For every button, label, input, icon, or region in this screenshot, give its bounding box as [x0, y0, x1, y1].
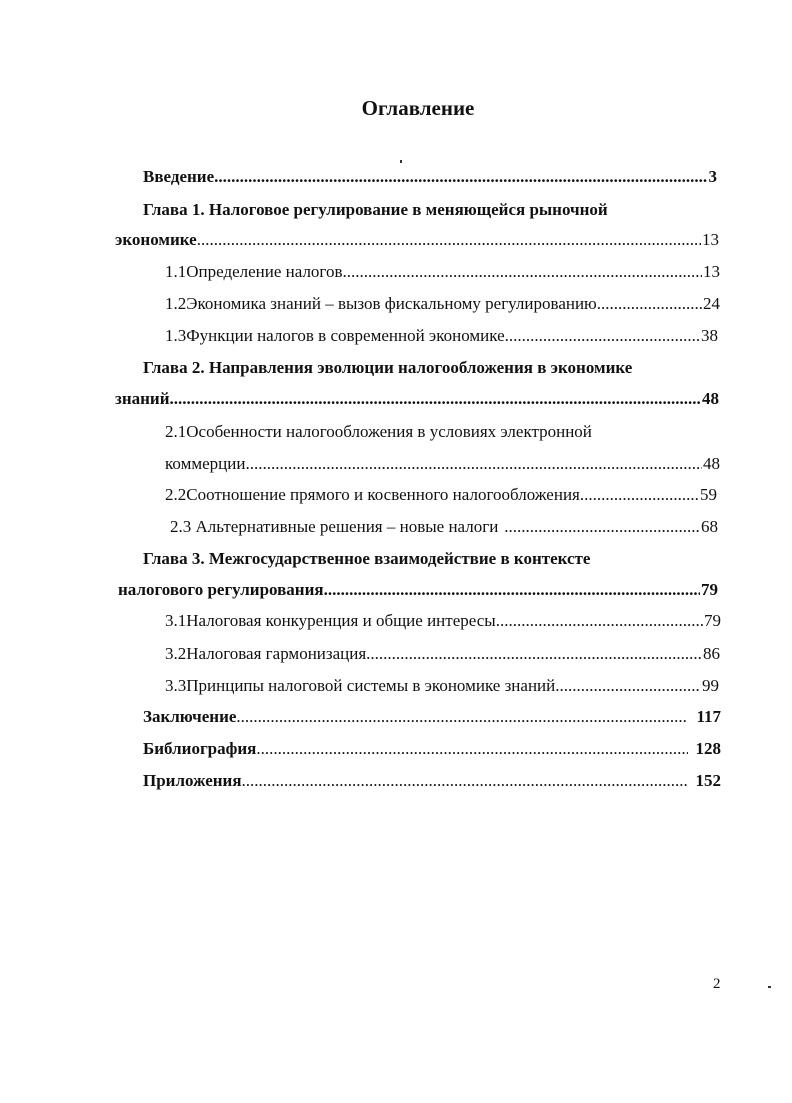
toc-leader — [214, 166, 707, 188]
page-number: 2 — [713, 976, 721, 992]
toc-section-3-2 — [165, 643, 720, 665]
toc-page-number: 13 — [703, 262, 720, 281]
toc-entry-text: 3.2Налоговая гармонизация — [165, 644, 367, 663]
toc-chapter-3-continuation — [118, 579, 718, 601]
toc-page-number: 13 — [702, 230, 719, 249]
toc-page-number: 3 — [708, 167, 717, 186]
toc-entry-text: знаний — [115, 389, 170, 408]
toc-leader — [496, 610, 703, 632]
toc-chapter-2-continuation — [115, 388, 719, 410]
toc-entry-text: Приложения — [143, 771, 242, 790]
toc-page-number: 48 — [702, 389, 719, 408]
toc-leader — [366, 643, 702, 665]
toc-chapter-1-continuation — [115, 229, 719, 251]
toc-entry-text: 2.3 Альтернативные решения – новые налоги — [170, 517, 499, 536]
toc-leader — [197, 229, 701, 251]
toc-entry-text: 1.1Определение налогов — [165, 262, 343, 281]
toc-entry-text: 3.3Принципы налоговой системы в экономике знаний — [165, 676, 556, 695]
toc-entry-text: 2.2Соотношение прямого и косвенного налогообложения — [165, 485, 580, 504]
scan-speck — [400, 160, 402, 163]
toc-leader — [236, 706, 688, 728]
toc-entry-introduction — [143, 166, 717, 188]
toc-chapter-2-heading: Глава 2. Направления эволюции налогообложения в экономике — [143, 358, 633, 377]
toc-page-number: 79 — [704, 611, 721, 630]
toc-leader — [256, 738, 687, 760]
toc-entry-text: Введение — [143, 167, 215, 186]
toc-section-3-1 — [165, 610, 721, 632]
toc-entry-bibliography — [143, 738, 721, 760]
toc-leader — [597, 293, 702, 315]
page-title: Оглавление — [361, 96, 475, 120]
toc-leader — [245, 453, 702, 475]
toc-leader — [580, 484, 699, 506]
toc-section-2-1-heading: 2.1Особенности налогообложения в условиях электронной — [165, 422, 592, 441]
toc-page-number: 68 — [701, 517, 718, 536]
toc-leader — [555, 675, 701, 697]
toc-leader — [242, 770, 688, 792]
toc-leader — [505, 325, 700, 347]
toc-section-2-1-continuation — [165, 453, 720, 475]
toc-section-1-3 — [165, 325, 718, 347]
toc-page-number: 86 — [703, 644, 720, 663]
toc-page-number: 152 — [695, 771, 721, 790]
toc-entry-text: Заключение — [143, 707, 237, 726]
toc-chapter-3-heading: Глава 3. Межгосударственное взаимодействие в контексте — [143, 549, 591, 568]
toc-entry-text: экономике — [115, 230, 197, 249]
toc-section-2-3 — [170, 516, 718, 538]
toc-entry-conclusion — [143, 706, 721, 728]
toc-entry-text: 3.1Налоговая конкуренция и общие интересы — [165, 611, 496, 630]
toc-entry-text: коммерции — [165, 454, 246, 473]
toc-leader — [324, 579, 700, 601]
toc-page-number: 38 — [701, 326, 718, 345]
toc-leader — [498, 516, 700, 538]
toc-page-number: 24 — [703, 294, 720, 313]
toc-page-number: 79 — [701, 580, 718, 599]
toc-entry-text: Библиография — [143, 739, 257, 758]
toc-entry-text: 1.3Функции налогов в современной экономике — [165, 326, 505, 345]
toc-section-2-2 — [165, 484, 717, 506]
toc-section-1-2 — [165, 293, 720, 315]
toc-page-number: 128 — [695, 739, 721, 758]
toc-page-number: 48 — [703, 454, 720, 473]
scan-speck — [768, 986, 771, 988]
toc-entry-appendices — [143, 770, 721, 792]
toc-section-1-1 — [165, 261, 720, 283]
toc-leader — [343, 261, 702, 283]
toc-page-number: 117 — [696, 707, 721, 726]
toc-leader — [170, 388, 701, 410]
toc-entry-text: налогового регулирования — [118, 580, 324, 599]
toc-page-number: 99 — [702, 676, 719, 695]
toc-chapter-1-heading: Глава 1. Налоговое регулирование в меняющейся рыночной — [143, 200, 608, 219]
toc-page-number: 59 — [700, 485, 717, 504]
toc-section-3-3 — [165, 675, 719, 697]
toc-entry-text: 1.2Экономика знаний – вызов фискальному регулированию — [165, 294, 597, 313]
